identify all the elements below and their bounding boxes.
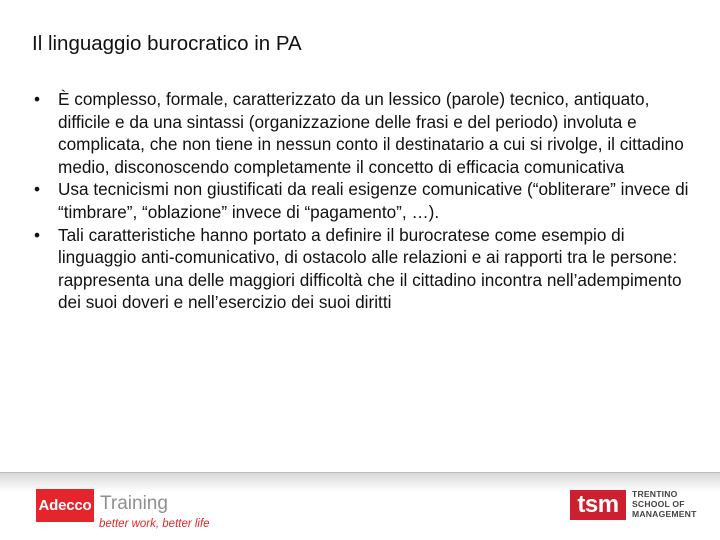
bullet-dot: • (33, 224, 41, 245)
adecco-logo: Adecco (36, 489, 94, 522)
tsm-line: TRENTINO (632, 489, 678, 499)
tsm-line: MANAGEMENT (632, 508, 697, 519)
tsm-wordmark (632, 490, 697, 519)
bullet-text: Tali caratteristiche hanno portato a definire il burocratese come esempio di linguaggio anti-comunicativo, di ostacolo alle relazioni e ai rapporti tra le persone: rappresenta una delle maggiori difficoltà che il cittadino incontra nell’adempimento dei suoi doveri e nell’esercizio dei suoi diritti (58, 224, 682, 313)
slide-title: Il linguaggio burocratico in PA (32, 32, 302, 55)
footer-divider (0, 472, 720, 473)
bullet-item (30, 224, 690, 314)
bullet-item (30, 178, 690, 223)
tsm-logo: tsm (570, 490, 626, 520)
bullet-list (30, 88, 690, 314)
tsm-line: SCHOOL OF (632, 498, 685, 509)
bullet-dot: • (33, 89, 41, 109)
bullet-item (30, 88, 690, 178)
bullet-text: Usa tecnicismi non giustificati da reali esigenze comunicative (“obliterare” invece di “timbrare”, “oblazione” invece di “pagamento”, …). (58, 179, 689, 222)
bullet-dot: • (33, 179, 41, 200)
adecco-tagline: better work, better life (99, 518, 210, 530)
training-label: Training (100, 493, 168, 514)
bullet-text: È complesso, formale, caratterizzato da un lessico (parole) tecnico, antiquato, difficile e da una sintassi (organizzazione delle frasi e del periodo) involuta e complicata, che non tiene in nessun conto il destinatario a cui si rivolge, il cittadino medio, disconoscendo completamente il concetto di efficacia comunicativa (58, 89, 684, 177)
footer-band (0, 472, 720, 492)
